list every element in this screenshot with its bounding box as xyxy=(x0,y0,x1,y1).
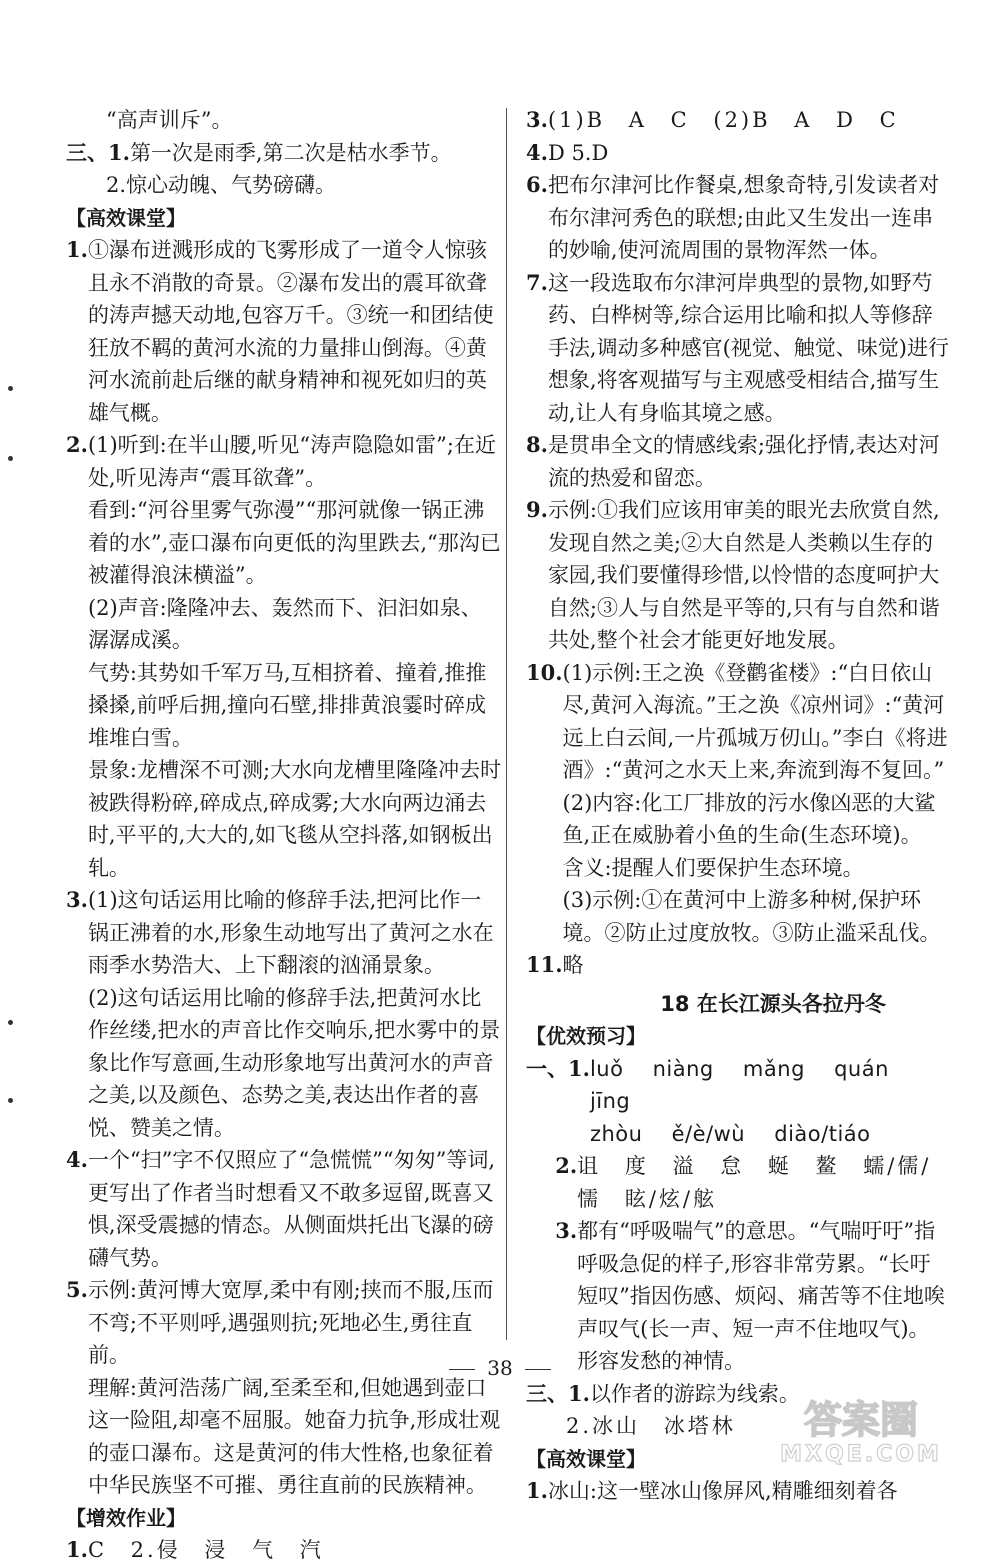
answer-number: 1. xyxy=(66,237,88,262)
answer-text: 略 xyxy=(562,953,584,977)
answer-text xyxy=(548,169,950,267)
answer-paragraph: (2)内容:化工厂排放的污水像凶恶的大鲨鱼,正在威胁着小鱼的生命(生态环境)。 xyxy=(562,790,936,847)
answer-number: 11. xyxy=(526,952,563,977)
answer-paragraph: (2)声音:隆隆冲去、轰然而下、汩汩如泉、潺潺成溪。 xyxy=(87,595,482,652)
answer-paragraph: 一个“扫”字不仅照应了“急慌慌”“匆匆”等词,更写出了作者当时想看又不敢多逗留,既喜又惧,深受震撼的情态。从侧面烘托出飞瀑的磅礴气势。 xyxy=(87,1148,496,1270)
answer-number: 9. xyxy=(526,497,548,522)
answer-number: 2. xyxy=(66,432,88,457)
margin-dot xyxy=(8,1098,13,1103)
answer-paragraph: 把布尔津河比作餐桌,想象奇特,引发读者对布尔津河秀色的联想;由此又生发出一连串的妙喻,使河流周围的景物浑然一体。 xyxy=(547,173,940,262)
section-heading: 【高效课堂】 xyxy=(66,205,186,230)
answer-paragraph: (2)这句话运用比喻的修辞手法,把黄河水比作丝缕,把水的声音比作交响乐,把水雾中的景象比作写意画,生动形象地写出黄河水的声音之美,以及颜色、态势之美,表达出作者的喜悦、赞美之情。 xyxy=(87,985,501,1140)
left-column xyxy=(66,104,502,1567)
answer-number: 5. xyxy=(66,1277,88,1302)
answer-item xyxy=(66,884,502,1144)
section-heading: 【优效预习】 xyxy=(526,1024,646,1048)
answer-paragraph: 示例:①我们应该用审美的眼光去欣赏自然,发现自然之美;②大自然是人类赖以生存的家园,我们要懂得珍惜,以怜惜的态度呵护大自然;③人与自然是平等的,只有与自然和谐共处,整个社会才能更好地发展。 xyxy=(547,498,940,652)
answer-number: 三、1. xyxy=(526,1380,590,1406)
answer-number: 三、1. xyxy=(66,139,130,165)
answer-item xyxy=(526,267,950,430)
answer-number: 4. xyxy=(66,1147,88,1172)
answer-number: 4. xyxy=(526,139,548,165)
answer-number: 3. xyxy=(526,1218,578,1243)
section-heading: 【增效作业】 xyxy=(66,1505,186,1530)
answer-item xyxy=(526,169,950,267)
page-number-dash xyxy=(449,1369,475,1370)
text-line: 2.冰山 冰塔林 xyxy=(566,1414,736,1438)
answer-item xyxy=(66,1534,502,1567)
answer-text: D 5.D xyxy=(547,140,609,165)
answer-text xyxy=(548,494,950,657)
answer-text: (1)B A C (2)B A D C xyxy=(547,108,899,132)
answer-number: 10. xyxy=(526,659,563,685)
answer-number: 2. xyxy=(526,1153,578,1178)
answer-paragraph: 气势:其势如千军万马,互相挤着、撞着,推推搡搡,前呼后拥,撞向石壁,排排黄浪霎时碎成堆堆白雪。 xyxy=(87,660,487,750)
answer-paragraph: 这一段选取布尔津河岸典型的景物,如野芍药、白桦树等,综合运用比喻和拟人等修辞手法,调动多种感官(视觉、触觉、味觉)进行想象,将客观描写与主观感受相结合,描写生动,让人有身临其境之感。 xyxy=(547,270,949,425)
answer-item xyxy=(526,494,950,657)
page-number-dash xyxy=(525,1369,551,1370)
answer-number: 6. xyxy=(526,172,548,197)
answer-item xyxy=(526,657,950,950)
answer-number: 7. xyxy=(526,269,548,295)
answer-number: 1. xyxy=(66,1537,88,1562)
lesson-title: 18 在长江源头各拉丹冬 xyxy=(660,991,886,1016)
answer-item xyxy=(526,1475,950,1508)
answer-text: 冰山:这一壁冰山像屏风,精雕细刻着各 xyxy=(547,1479,898,1503)
answer-text: 以作者的游踪为线索。 xyxy=(589,1381,800,1406)
answer-paragraph: (3)示例:①在黄河中上游多种树,保护环境。②防止过度放牧。③防止滥采乱伐。 xyxy=(562,888,941,945)
answer-item xyxy=(66,1144,502,1274)
answer-item xyxy=(526,949,950,982)
answer-number: 3. xyxy=(526,107,548,132)
answer-text xyxy=(88,1274,502,1502)
answer-number: 8. xyxy=(526,432,548,457)
answer-paragraph: 景象:龙槽深不可测;大水向龙槽里隆隆冲去时被跌得粉碎,碎成点,碎成雾;大水向两边涌去时,平平的,大大的,如飞毯从空抖落,如钢板出轧。 xyxy=(87,758,502,880)
answer-paragraph: 都有“呼吸喘气”的意思。“气喘吁吁”指呼吸急促的样子,形容非常劳累。“长吁短叹”指因伤感、烦闷、痛苦等不住地唉声叹气(长一声、短一声不住地叹气)。形容发愁的神情。 xyxy=(577,1219,945,1373)
answer-text: 第一次是雨季,第二次是枯水季节。 xyxy=(129,140,452,165)
margin-dot xyxy=(8,386,13,391)
right-column xyxy=(526,104,950,1508)
answer-paragraph: (1)听到:在半山腰,听见“涛声隐隐如雷”;在近处,听见涛声“震耳欲聋”。 xyxy=(87,433,496,490)
answer-item xyxy=(66,234,502,429)
answer-text xyxy=(548,429,950,494)
answer-text xyxy=(563,657,950,950)
watermark-big-text: 答案圈 xyxy=(803,1398,919,1442)
answer-paragraph: ①瀑布迸溅形成的飞雾形成了一道令人惊骇且永不消散的奇景。②瀑布发出的震耳欲聋的涛声撼天动地,包容万千。③统一和团结使狂放不羁的黄河水流的力量排山倒海。④黄河水流前赴后继的献身精神和视死如归的英雄气概。 xyxy=(87,238,494,425)
watermark-logo xyxy=(743,1395,978,1467)
margin-dot xyxy=(8,456,13,461)
text-line: “高声训斥”。 xyxy=(106,108,233,132)
answer-text xyxy=(577,1150,950,1215)
answer-item xyxy=(66,429,502,884)
answer-number: 3. xyxy=(66,887,88,912)
page-number-text: 38 xyxy=(487,1356,513,1380)
answer-paragraph: 理解:黄河浩荡广阔,至柔至和,但她遇到壶口这一险阻,却毫不屈服。她奋力抗争,形成壮观的壶口瀑布。这是黄河的伟大性格,也象征着中华民族坚不可摧、勇往直前的民族精神。 xyxy=(87,1375,501,1497)
answer-item xyxy=(66,1274,502,1502)
section-heading: 【高效课堂】 xyxy=(526,1446,646,1471)
answer-paragraph: 看到:“河谷里雾气弥漫”“那河就像一锅正沸着的水”,壶口瀑布向更低的沟里跌去,“那沟已被灌得浪沫横溢”。 xyxy=(87,498,501,587)
answer-item xyxy=(526,1053,950,1151)
answer-text xyxy=(590,1053,950,1151)
answer-paragraph: 是贯串全文的情感线索;强化抒情,表达对河流的热爱和留恋。 xyxy=(547,433,940,490)
answer-item xyxy=(66,137,502,170)
answer-paragraph: 诅 度 溢 怠 蜒 鳌 蠕/儒/懦 眩/炫/舷 xyxy=(577,1154,932,1211)
answer-paragraph: luǒ niàng mǎng quán jīng xyxy=(589,1056,889,1113)
text-line: 2.惊心动魄、气势磅礴。 xyxy=(106,173,337,197)
answer-number: 一、1. xyxy=(526,1055,590,1081)
answer-text: C 2.侵 浸 气 汽 xyxy=(87,1538,324,1562)
answer-text xyxy=(548,267,950,430)
margin-dot xyxy=(8,1020,13,1025)
answer-number: 1. xyxy=(526,1478,548,1503)
page-number xyxy=(0,1352,1000,1385)
answer-text xyxy=(88,234,502,429)
answer-text xyxy=(88,429,502,884)
answer-paragraph: 示例:黄河博大宽厚,柔中有刚;挟而不服,压而不弯;不平则呼,遇强则抗;死地必生,勇往直前。 xyxy=(87,1278,494,1367)
watermark-small-text: MXQE.COM xyxy=(780,1442,942,1467)
answer-text xyxy=(88,884,502,1144)
answer-paragraph: (1)这句话运用比喻的修辞手法,把河比作一锅正沸着的水,形象生动地写出了黄河之水在雨季水势浩大、上下翻滚的汹涌景象。 xyxy=(87,888,494,977)
answer-item xyxy=(526,137,950,170)
answer-item xyxy=(526,429,950,494)
answer-item xyxy=(526,104,950,137)
answer-item xyxy=(526,1150,950,1215)
column-divider xyxy=(506,108,507,1340)
answer-paragraph: (1)示例:王之涣《登鹳雀楼》:“白日依山尽,黄河入海流。”王之涣《凉州词》:“黄河远上白云间,一片孤城万仞山。”李白《将进酒》:“黄河之水天上来,奔流到海不复回。” xyxy=(562,660,948,782)
answer-paragraph: zhòu ě/è/wù diào/tiáo xyxy=(589,1121,871,1146)
answer-paragraph: 含义:提醒人们要保护生态环境。 xyxy=(562,855,864,880)
answer-text xyxy=(88,1144,502,1274)
